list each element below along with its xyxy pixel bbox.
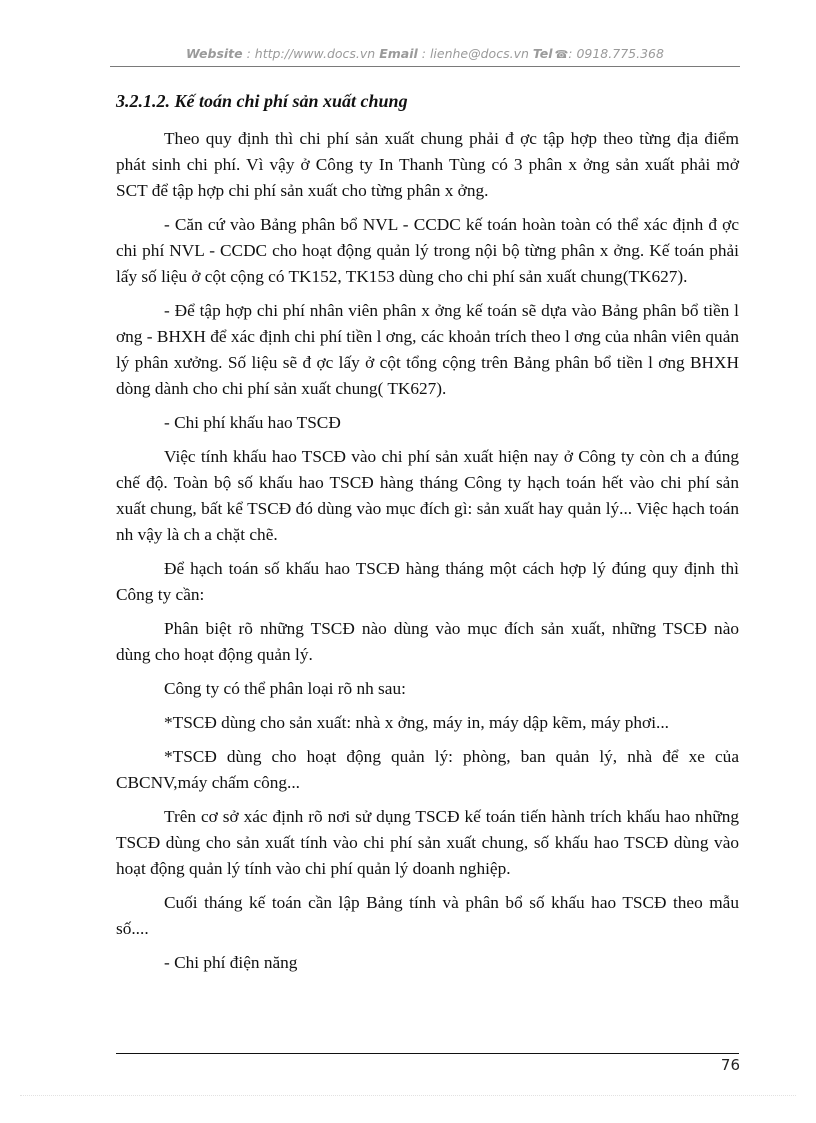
header-divider [110,66,740,67]
paragraph: Phân biệt rõ những TSCĐ nào dùng vào mục đích sản xuất, những TSCĐ nào dùng cho hoạt động quản lý. [116,619,739,664]
page-header [110,46,740,61]
paragraph: - Chi phí điện năng [164,953,298,972]
footer-divider [116,1053,739,1054]
section-heading: 3.2.1.2. Kế toán chi phí sản xuất chung [116,91,408,111]
paragraph: *TSCĐ dùng cho hoạt động quản lý: phòng, ban quản lý, nhà để xe của CBCNV,máy chấm công... [116,747,739,792]
paragraph: Theo quy định thì chi phí sản xuất chung phải đ ợc tập hợp theo từng địa điểm phát sinh chi phí. Vì vậy ở Công ty In Thanh Tùng có 3 phân x ởng sản xuất phải mở SCT để tập hợp chi phí sản xuất cho từng phân x ởng. [116,129,739,200]
website-label: Website [186,46,243,61]
paragraph: - Để tập hợp chi phí nhân viên phân x ởng kế toán sẽ dựa vào Bảng phân bổ tiền l ơng - BHXH để xác định chi phí tiền l ơng, các khoản trích theo l ơng của nhân viên quản lý phân xưởng. Số liệu sẽ đ ợc lấy ở cột tổng cộng trên Bảng phân bổ tiền l ơng BHXH dòng dành cho chi phí sản xuất chung( TK627). [116,301,739,398]
paragraph: Cuối tháng kế toán cần lập Bảng tính và phân bổ số khấu hao TSCĐ theo mẫu số.... [116,893,739,938]
paragraph: Công ty có thể phân loại rõ nh sau: [164,679,406,698]
page-bottom-edge [20,1095,796,1096]
website-value: : http://www.docs.vn [246,46,376,61]
phone-icon: ☎ [554,48,569,61]
paragraph: *TSCĐ dùng cho sản xuất: nhà x ởng, máy in, máy dập kẽm, máy phơi... [164,713,669,732]
email-value: : lienhe@docs.vn [421,46,529,61]
paragraph: - Căn cứ vào Bảng phân bổ NVL - CCDC kế toán hoàn toàn có thể xác định đ ợc chi phí NVL - CCDC cho hoạt động quản lý trong nội bộ từng phân x ởng. Kế toán phải lấy số liệu ở cột cộng có TK152, TK153 dùng cho chi phí sản xuất chung(TK627). [116,215,739,286]
email-label: Email [379,46,418,61]
document-body [116,88,739,984]
paragraph: Việc tính khấu hao TSCĐ vào chi phí sản xuất hiện nay ở Công ty còn ch a đúng chế độ. Toàn bộ số khấu hao TSCĐ hàng tháng Công ty hạch toán hết vào chi phí sản xuất chung, bất kể TSCĐ đó dùng vào mục đích gì: sản xuất hay quản lý... Việc hạch toán nh vậy là ch a chặt chẽ. [116,447,739,544]
paragraph: Trên cơ sở xác định rõ nơi sử dụng TSCĐ kế toán tiến hành trích khấu hao những TSCĐ dùng cho sản xuất tính vào chi phí sản xuất chung, số khấu hao TSCĐ dùng vào hoạt động quản lý tính vào chi phí quản lý doanh nghiệp. [116,807,739,878]
paragraph: - Chi phí khấu hao TSCĐ [164,413,341,432]
paragraph: Để hạch toán số khấu hao TSCĐ hàng tháng một cách hợp lý đúng quy định thì Công ty cần: [116,559,739,604]
page-number: 76 [720,1056,740,1074]
tel-value: : 0918.775.368 [568,46,664,61]
tel-label: Tel [532,46,553,61]
